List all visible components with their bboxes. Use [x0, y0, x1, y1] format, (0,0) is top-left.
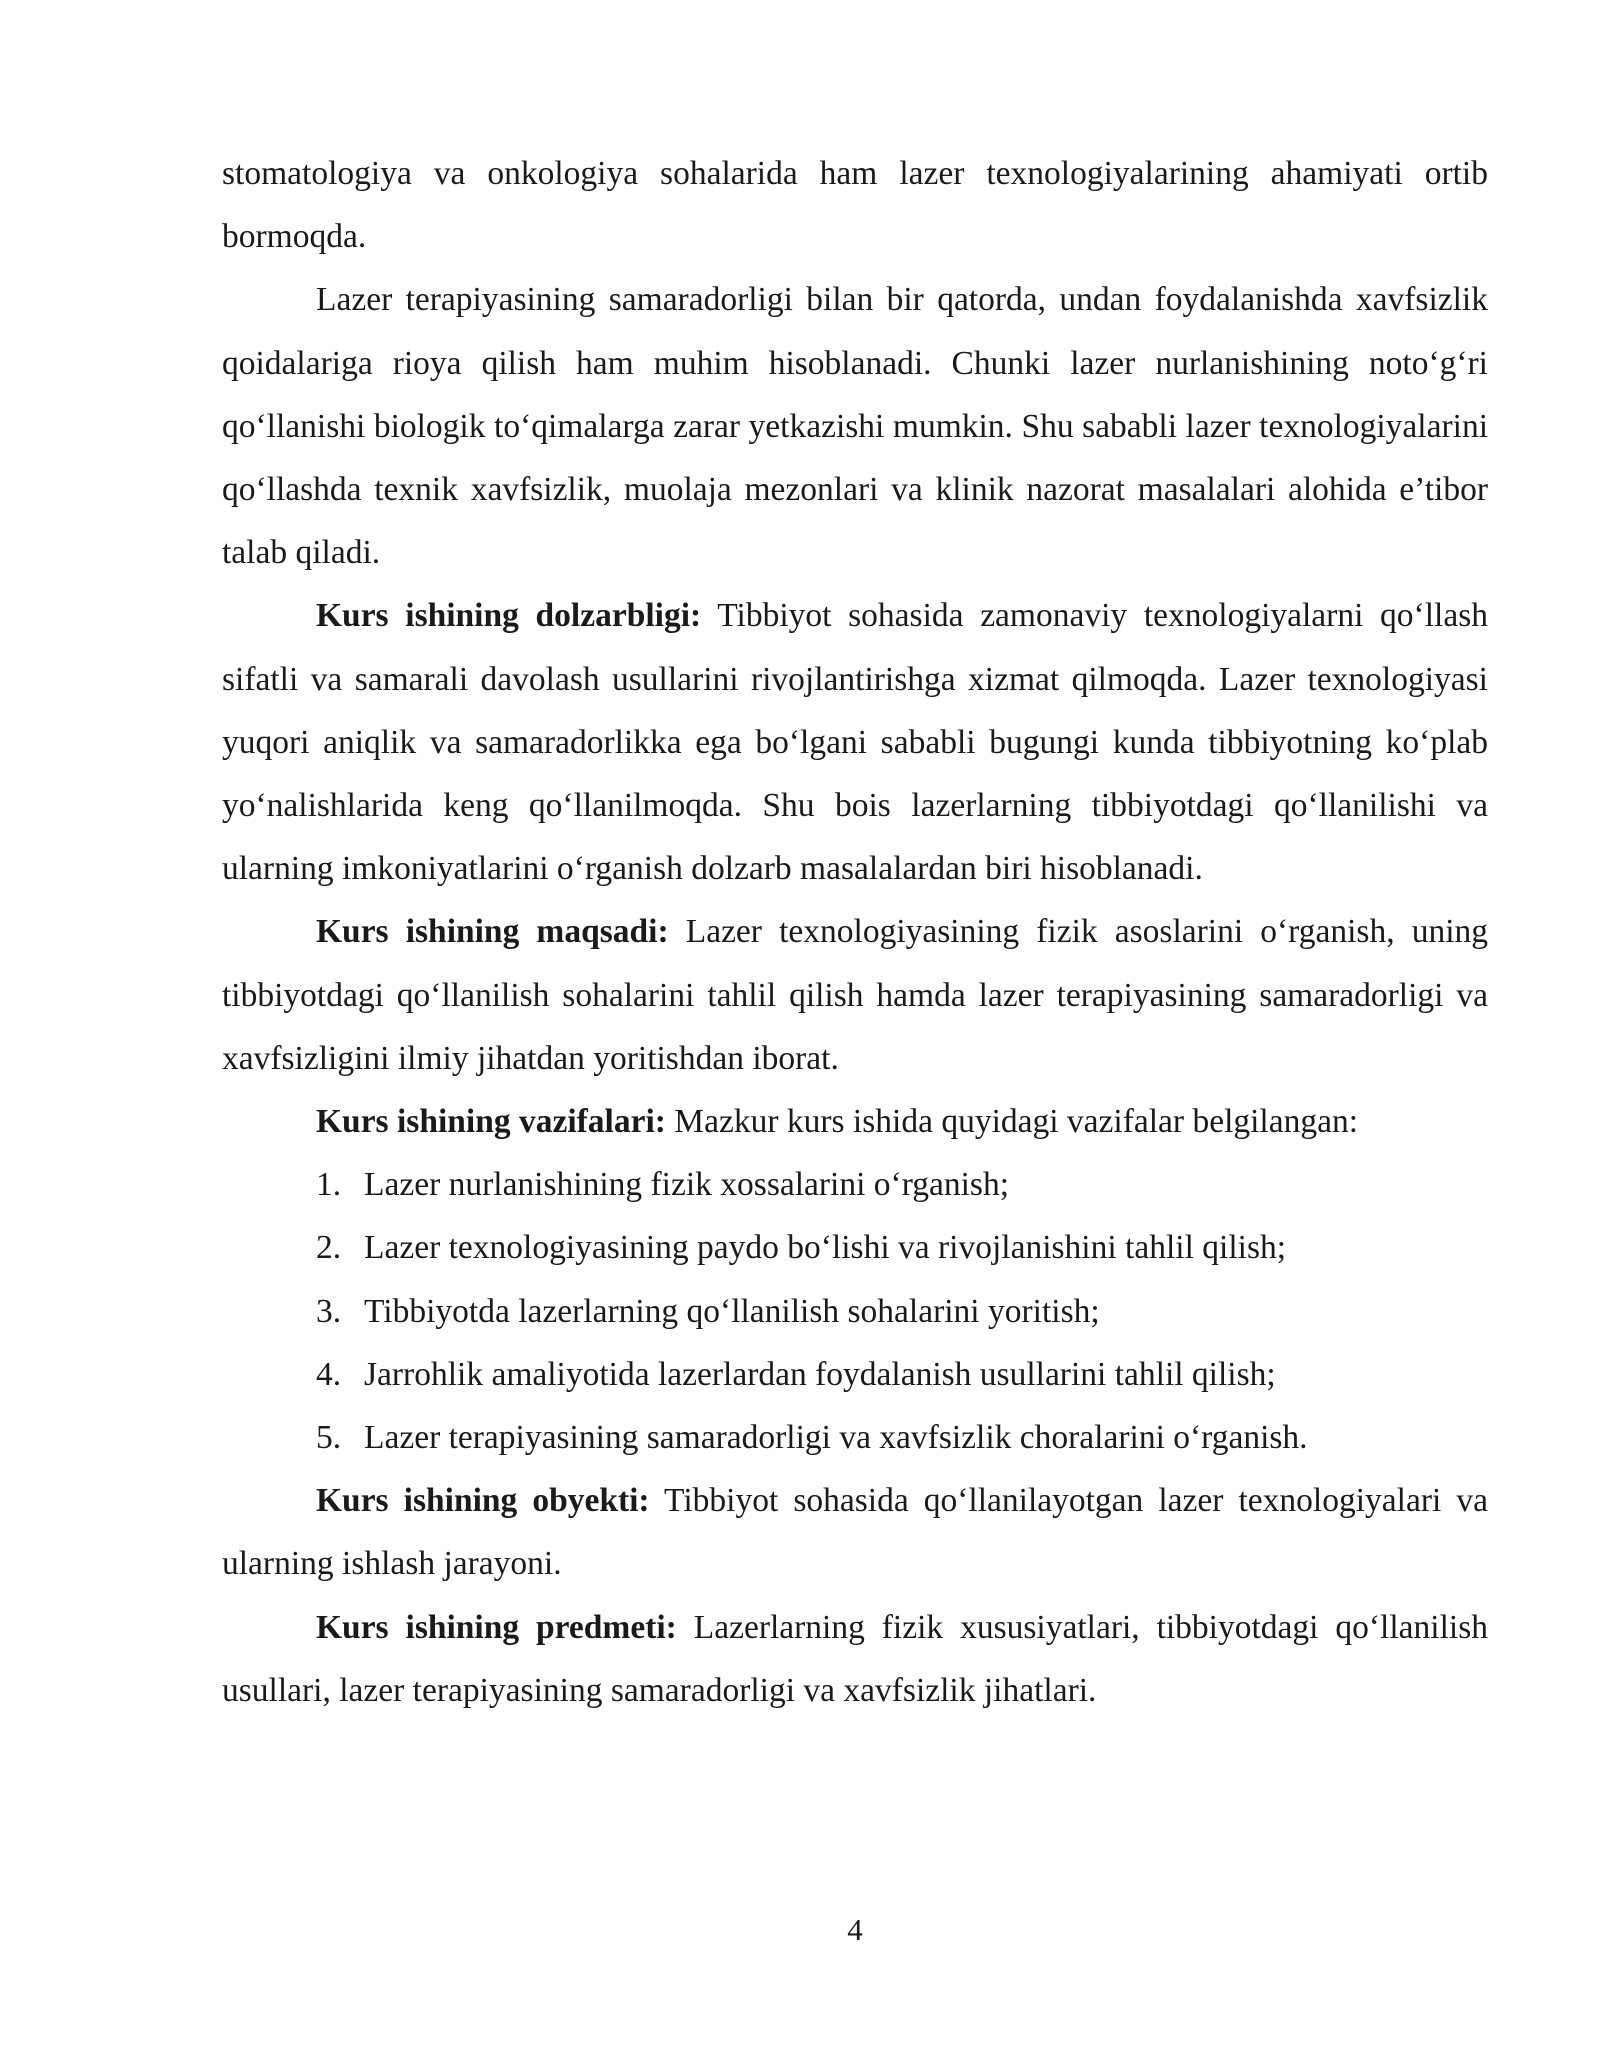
list-item	[222, 1343, 1488, 1406]
object-text: Tibbiyot sohasida qo‘llanilayotgan lazer texnologiyalari va ularning ishlash jarayoni.	[222, 1482, 1488, 1583]
tasks-intro-text: Mazkur kurs ishida quyidagi vazifalar belgilangan:	[674, 1103, 1359, 1141]
list-item-text: Tibbiyotda lazerlarning qo‘llanilish sohalarini yoritish;	[364, 1292, 1100, 1330]
subject-label: Kurs ishining predmeti:	[316, 1608, 677, 1646]
task-list	[222, 1153, 1488, 1469]
list-item-text: Lazer terapiyasining samaradorligi va xavfsizlik choralarini o‘rganish.	[364, 1419, 1308, 1457]
object-label: Kurs ishining obyekti:	[316, 1482, 650, 1520]
paragraph-intro-continuation: stomatologiya va onkologiya sohalarida ham lazer texnologiyalarining ahamiyati ortib bormoqda.	[222, 155, 1488, 256]
paragraph-relevance	[222, 584, 1488, 900]
goal-text: Lazer texnologiyasining fizik asoslarini o‘rganish, uning tibbiyotdagi qo‘llanilish sohalarini tahlil qilish hamda lazer terapiyasining samaradorligi va xavfsizligini ilmiy jihatdan yoritishdan iborat.	[222, 913, 1488, 1077]
list-item	[222, 1406, 1488, 1469]
paragraph-goal	[222, 900, 1488, 1090]
list-item	[222, 1216, 1488, 1279]
list-item	[222, 1280, 1488, 1343]
list-item-number: 5.	[316, 1419, 342, 1457]
list-item	[222, 1153, 1488, 1216]
tasks-label: Kurs ishining vazifalari:	[316, 1103, 666, 1141]
list-item-text: Jarrohlik amaliyotida lazerlardan foydalanish usullarini tahlil qilish;	[364, 1355, 1276, 1393]
list-item-number: 3.	[316, 1292, 342, 1330]
relevance-label: Kurs ishining dolzarbligi:	[316, 597, 702, 635]
list-item-number: 1.	[316, 1166, 342, 1204]
page-number: 4	[847, 1912, 863, 1947]
paragraph-object	[222, 1469, 1488, 1595]
relevance-text: Tibbiyot sohasida zamonaviy texnologiyalarni qo‘llash sifatli va samarali davolash usullarini rivojlantirishga xizmat qilmoqda. Lazer texnologiyasi yuqori aniqlik va samaradorlikka ega bo‘lgani sababli bugungi kunda tibbiyotning ko‘plab yo‘nalishlarida keng qo‘llanilmoqda. Shu bois lazerlarning tibbiyotdagi qo‘llanilishi va ularning imkoniyatlarini o‘rganish dolzarb masalalardan biri hisoblanadi.	[222, 597, 1488, 888]
paragraph-subject	[222, 1596, 1488, 1722]
paragraph-safety: Lazer terapiyasining samaradorligi bilan bir qatorda, undan foydalanishda xavfsizlik qoidalariga rioya qilish ham muhim hisoblanadi. Chunki lazer nurlanishining noto‘g‘ri qo‘llanishi biologik to‘qimalarga zarar yetkazishi mumkin. Shu sababli lazer texnologiyalarini qo‘llashda texnik xavfsizlik, muolaja mezonlari va klinik nazorat masalalari alohida e’tibor talab qiladi.	[222, 281, 1488, 572]
list-item-text: Lazer nurlanishining fizik xossalarini o‘rganish;	[364, 1166, 1010, 1204]
subject-text: Lazerlarning fizik xususiyatlari, tibbiyotdagi qo‘llanilish usullari, lazer terapiyasining samaradorligi va xavfsizlik jihatlari.	[222, 1608, 1488, 1709]
list-item-number: 4.	[316, 1355, 342, 1393]
goal-label: Kurs ishining maqsadi:	[316, 913, 669, 951]
document-body	[222, 142, 1488, 1722]
list-item-text: Lazer texnologiyasining paydo bo‘lishi va rivojlanishini tahlil qilish;	[364, 1229, 1287, 1267]
list-item-number: 2.	[316, 1229, 342, 1267]
paragraph-tasks-intro	[222, 1090, 1488, 1153]
